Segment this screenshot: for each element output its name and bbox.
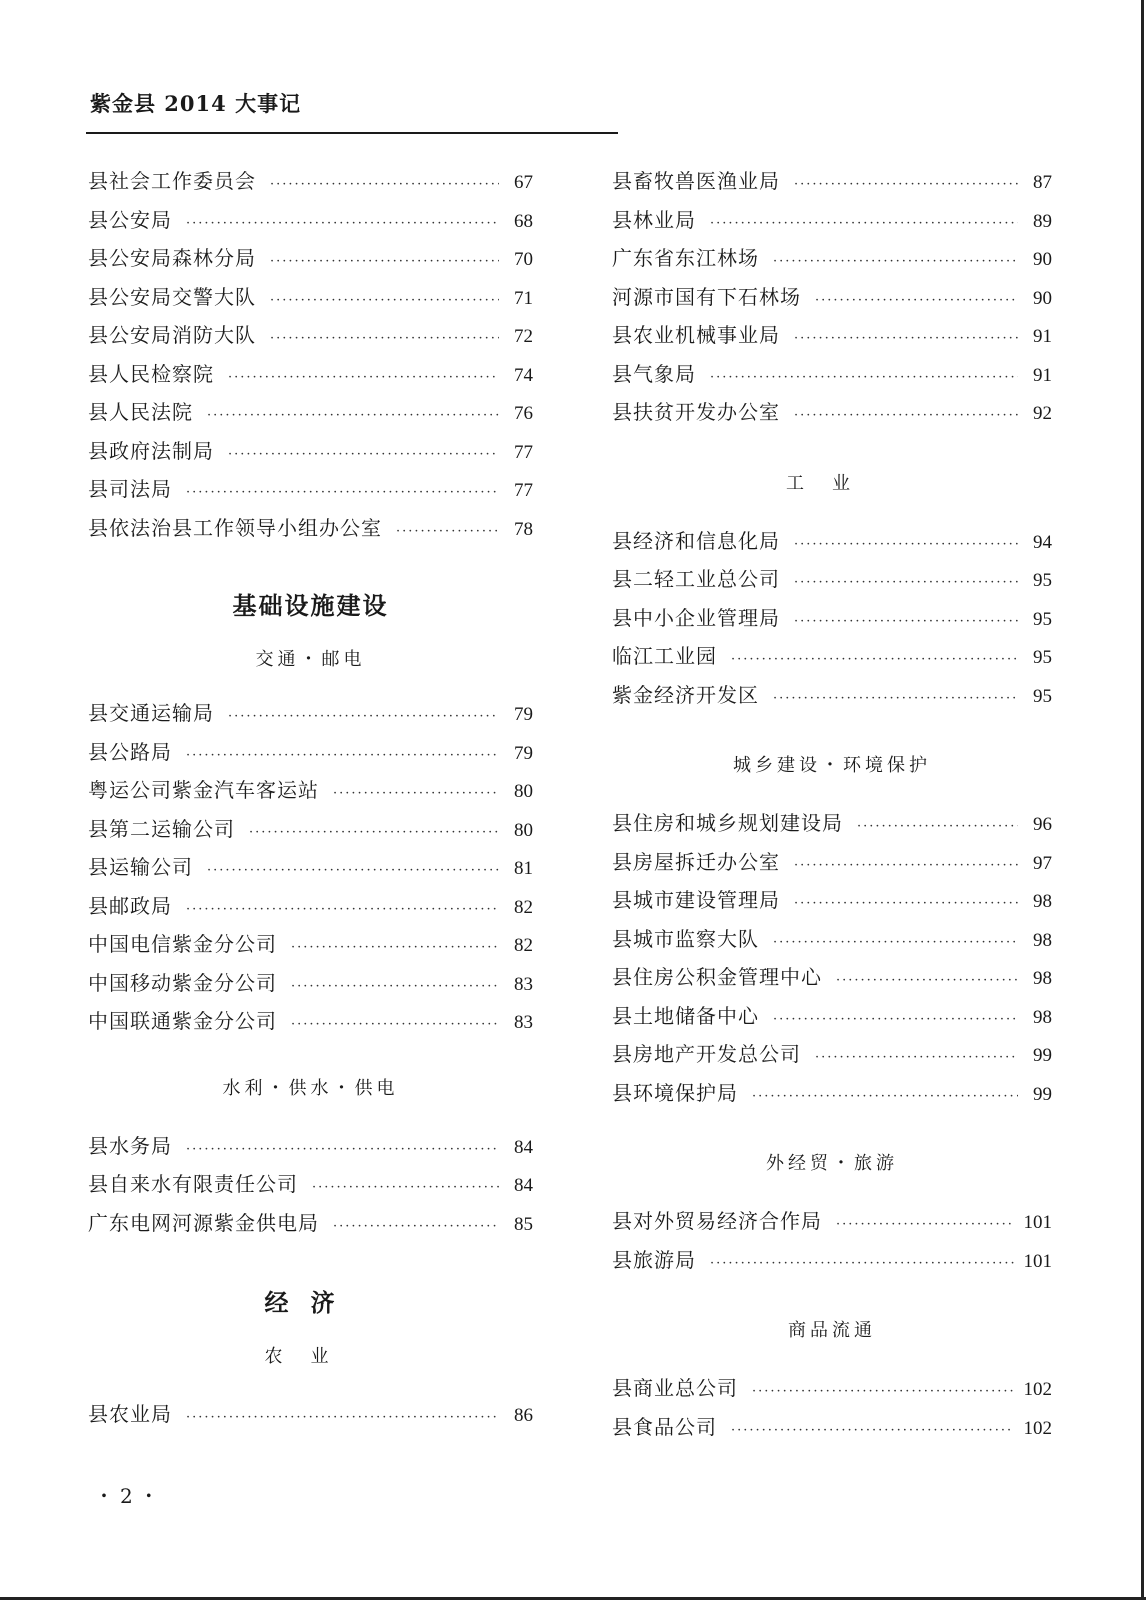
- toc-leader-dots: [186, 1142, 499, 1157]
- toc-entry: [88, 736, 533, 775]
- toc-entry-page: 70: [514, 249, 533, 270]
- toc-leader-dots: [794, 614, 1018, 629]
- toc-entry-page: 68: [514, 210, 533, 232]
- toc-entry-title: 县公安局消防大队: [88, 323, 256, 347]
- toc-entry-title: 县二轻工业总公司: [612, 567, 780, 591]
- toc-leader-dots: [312, 1180, 499, 1195]
- toc-entry-page: 85: [514, 1213, 533, 1235]
- toc-entry: [612, 242, 1052, 281]
- toc-entry-page: 99: [1033, 1045, 1052, 1066]
- toc-entry: [612, 281, 1052, 320]
- toc-leader-dots: [186, 485, 499, 500]
- toc-entry: [88, 1398, 533, 1437]
- toc-entry-page: 98: [1033, 891, 1052, 912]
- header-rule: [86, 132, 618, 134]
- toc-entry-title: 中国电信紫金分公司: [88, 932, 277, 956]
- toc-entry-title: 县依法治县工作领导小组办公室: [88, 515, 382, 540]
- toc-entry-page: 95: [1033, 647, 1052, 668]
- subsection-title-water: 水利・供水・供电: [222, 1077, 399, 1099]
- toc-leader-dots: [773, 691, 1018, 706]
- toc-entry-title: 县公安局: [88, 207, 172, 232]
- toc-entry-page: 102: [1023, 1379, 1052, 1400]
- toc-entry-page: 83: [514, 1012, 533, 1033]
- toc-entry: [612, 807, 1052, 846]
- toc-leader-dots: [228, 370, 499, 385]
- toc-entry: [612, 1038, 1052, 1077]
- toc-group: [612, 1205, 1052, 1282]
- toc-entry-title: 县社会工作委员会: [88, 169, 256, 193]
- toc-entry-page: 79: [514, 742, 533, 764]
- toc-entry-page: 77: [514, 441, 533, 463]
- toc-leader-dots: [270, 331, 499, 346]
- toc-entry: [612, 1372, 1052, 1411]
- toc-entry-title: 广东电网河源紫金供电局: [88, 1210, 319, 1235]
- toc-group: [88, 697, 533, 1044]
- toc-entry-title: 县司法局: [88, 477, 172, 501]
- toc-entry: [612, 602, 1052, 641]
- toc-entry-page: 91: [1033, 364, 1052, 386]
- toc-entry: [612, 884, 1052, 923]
- toc-entry-title: 县气象局: [612, 361, 696, 386]
- toc-entry-page: 71: [514, 287, 533, 309]
- toc-left-column: [88, 165, 533, 1437]
- toc-entry-page: 80: [514, 781, 533, 802]
- toc-entry: [88, 319, 533, 358]
- toc-entry-title: 县农业局: [88, 1402, 172, 1426]
- toc-entry-page: 95: [1033, 570, 1052, 591]
- toc-entry-title: 县城市建设管理局: [612, 888, 780, 912]
- toc-entry-title: 县农业机械事业局: [612, 323, 780, 347]
- toc-entry: [612, 1077, 1052, 1116]
- toc-entry: [612, 319, 1052, 358]
- toc-entry-title: 县中小企业管理局: [612, 605, 780, 630]
- toc-entry-title: 县扶贫开发办公室: [612, 400, 780, 424]
- toc-entry: [88, 512, 533, 551]
- toc-entry: [612, 961, 1052, 1000]
- scan-edge-right: [1141, 0, 1144, 1600]
- toc-entry: [612, 679, 1052, 718]
- toc-leader-dots: [228, 447, 499, 462]
- toc-entry: [88, 813, 533, 852]
- toc-entry-page: 74: [514, 364, 533, 386]
- toc-leader-dots: [731, 1423, 1014, 1438]
- toc-leader-dots: [836, 1217, 1014, 1232]
- toc-entry: [612, 1411, 1052, 1450]
- toc-entry-page: 76: [514, 403, 533, 424]
- toc-leader-dots: [731, 652, 1018, 667]
- toc-entry: [88, 1207, 533, 1246]
- toc-entry: [612, 1205, 1052, 1244]
- toc-entry-title: 县运输公司: [88, 855, 193, 879]
- toc-leader-dots: [270, 177, 499, 192]
- toc-entry-title: 县土地储备中心: [612, 1003, 759, 1028]
- toc-entry: [88, 1168, 533, 1207]
- toc-leader-dots: [186, 1410, 499, 1425]
- toc-group: [88, 1130, 533, 1246]
- toc-entry: [88, 967, 533, 1006]
- toc-entry-page: 89: [1033, 210, 1052, 232]
- toc-leader-dots: [270, 254, 499, 269]
- toc-entry: [612, 358, 1052, 397]
- toc-entry: [88, 851, 533, 890]
- toc-entry-title: 县政府法制局: [88, 438, 214, 463]
- toc-entry-title: 县环境保护局: [612, 1080, 738, 1105]
- toc-entry-page: 97: [1033, 852, 1052, 874]
- toc-entry: [88, 204, 533, 243]
- toc-entry-page: 84: [514, 1175, 533, 1196]
- toc-entry-title: 县公路局: [88, 739, 172, 764]
- toc-leader-dots: [773, 254, 1018, 269]
- toc-leader-dots: [794, 331, 1018, 346]
- toc-entry: [612, 923, 1052, 962]
- toc-entry-title: 县对外贸易经济合作局: [612, 1209, 822, 1233]
- toc-leader-dots: [752, 1384, 1014, 1399]
- toc-leader-dots: [291, 940, 499, 955]
- subsection-title-commerce: 商品流通: [788, 1320, 876, 1341]
- toc-entry: [612, 640, 1052, 679]
- toc-leader-dots: [186, 902, 499, 917]
- toc-entry-page: 79: [514, 704, 533, 725]
- running-head: 紫金县 2014 大事记: [90, 91, 302, 116]
- toc-entry-page: 101: [1023, 1212, 1052, 1233]
- toc-entry-title: 县畜牧兽医渔业局: [612, 169, 780, 193]
- toc-entry: [88, 890, 533, 929]
- toc-entry-title: 中国联通紫金分公司: [88, 1009, 277, 1033]
- toc-leader-dots: [794, 537, 1018, 552]
- toc-entry: [612, 846, 1052, 885]
- toc-entry: [612, 165, 1052, 204]
- toc-leader-dots: [291, 979, 499, 994]
- toc-entry-page: 78: [514, 518, 533, 540]
- toc-leader-dots: [333, 786, 499, 801]
- toc-group: [88, 165, 533, 550]
- toc-group: [612, 165, 1052, 435]
- toc-leader-dots: [794, 177, 1018, 192]
- toc-entry-page: 91: [1033, 326, 1052, 347]
- toc-entry-page: 82: [514, 935, 533, 956]
- toc-entry: [88, 242, 533, 281]
- toc-entry-page: 82: [514, 896, 533, 918]
- toc-entry-page: 84: [514, 1136, 533, 1158]
- toc-leader-dots: [396, 524, 499, 539]
- toc-entry-page: 90: [1033, 287, 1052, 309]
- toc-leader-dots: [794, 408, 1018, 423]
- toc-entry-title: 县经济和信息化局: [612, 528, 780, 553]
- toc-right-column: [612, 165, 1052, 1449]
- toc-leader-dots: [710, 1256, 1014, 1271]
- toc-entry: [612, 204, 1052, 243]
- subsection-title-transport: 交通・邮电: [255, 649, 366, 670]
- toc-leader-dots: [815, 293, 1018, 308]
- toc-entry-page: 98: [1033, 1006, 1052, 1028]
- subsection-title-trade: 外经贸・旅游: [766, 1153, 898, 1174]
- subsection-title-industry: 工业: [786, 472, 878, 494]
- toc-leader-dots: [794, 896, 1018, 911]
- toc-entry-page: 101: [1023, 1250, 1052, 1272]
- toc-entry-page: 86: [514, 1405, 533, 1426]
- toc-entry-title: 县第二运输公司: [88, 816, 235, 841]
- toc-entry: [88, 1130, 533, 1169]
- toc-entry-title: 县旅游局: [612, 1247, 696, 1272]
- toc-entry-title: 县邮政局: [88, 893, 172, 918]
- subsection-title-agriculture: 农业: [264, 1346, 357, 1367]
- toc-entry-page: 98: [1033, 929, 1052, 951]
- toc-entry-title: 粤运公司紫金汽车客运站: [88, 778, 319, 802]
- toc-entry-page: 95: [1033, 608, 1052, 630]
- toc-entry-title: 中国移动紫金分公司: [88, 970, 277, 995]
- toc-entry: [88, 165, 533, 204]
- toc-entry-title: 县人民法院: [88, 400, 193, 424]
- toc-entry-title: 县城市监察大队: [612, 926, 759, 951]
- toc-entry: [88, 281, 533, 320]
- toc-entry-title: 县人民检察院: [88, 361, 214, 386]
- toc-entry: [88, 473, 533, 512]
- toc-leader-dots: [710, 216, 1018, 231]
- toc-entry: [88, 774, 533, 813]
- toc-entry-title: 县自来水有限责任公司: [88, 1172, 298, 1196]
- toc-leader-dots: [857, 819, 1018, 834]
- toc-entry: [88, 697, 533, 736]
- toc-entry-title: 县食品公司: [612, 1414, 717, 1439]
- toc-entry-title: 县公安局交警大队: [88, 284, 256, 309]
- toc-entry-title: 县住房公积金管理中心: [612, 965, 822, 989]
- toc-leader-dots: [207, 863, 499, 878]
- section-title-infrastructure: 基础设施建设: [232, 591, 389, 620]
- toc-entry-title: 县公安局森林分局: [88, 246, 256, 270]
- page-number: ・2・: [94, 1484, 165, 1508]
- toc-leader-dots: [186, 748, 499, 763]
- toc-entry-title: 县房屋拆迁办公室: [612, 849, 780, 874]
- toc-entry-page: 102: [1023, 1417, 1052, 1439]
- toc-group: [88, 1398, 533, 1437]
- toc-entry: [88, 1005, 533, 1044]
- toc-entry: [612, 1000, 1052, 1039]
- toc-entry: [612, 563, 1052, 602]
- toc-entry: [88, 435, 533, 474]
- toc-entry-title: 县住房和城乡规划建设局: [612, 811, 843, 835]
- toc-entry-page: 98: [1033, 968, 1052, 989]
- toc-group: [612, 807, 1052, 1115]
- toc-group: [612, 525, 1052, 718]
- toc-entry-page: 96: [1033, 814, 1052, 835]
- toc-entry-title: 县交通运输局: [88, 701, 214, 725]
- toc-leader-dots: [207, 408, 499, 423]
- toc-entry-title: 县林业局: [612, 207, 696, 232]
- toc-entry-page: 80: [514, 819, 533, 841]
- toc-leader-dots: [773, 935, 1018, 950]
- toc-entry-page: 83: [514, 973, 533, 995]
- toc-leader-dots: [794, 858, 1018, 873]
- toc-entry-page: 90: [1033, 249, 1052, 270]
- toc-entry: [612, 1244, 1052, 1283]
- toc-entry: [88, 928, 533, 967]
- toc-leader-dots: [773, 1012, 1018, 1027]
- subsection-title-urban: 城乡建设・环境保护: [733, 755, 931, 776]
- toc-leader-dots: [249, 825, 499, 840]
- toc-entry-page: 81: [514, 858, 533, 879]
- toc-entry-page: 94: [1033, 531, 1052, 553]
- section-title-economy: 经济: [264, 1288, 357, 1317]
- toc-leader-dots: [186, 216, 499, 231]
- toc-leader-dots: [333, 1219, 499, 1234]
- toc-entry-title: 广东省东江林场: [612, 246, 759, 270]
- toc-entry-title: 县房地产开发总公司: [612, 1042, 801, 1066]
- toc-entry-page: 99: [1033, 1083, 1052, 1105]
- toc-leader-dots: [270, 293, 499, 308]
- toc-entry-title: 县商业总公司: [612, 1376, 738, 1400]
- toc-entry: [88, 358, 533, 397]
- toc-leader-dots: [710, 370, 1018, 385]
- toc-entry-title: 紫金经济开发区: [612, 682, 759, 707]
- toc-leader-dots: [794, 575, 1018, 590]
- toc-entry: [612, 396, 1052, 435]
- toc-entry-page: 72: [514, 326, 533, 347]
- toc-entry: [88, 396, 533, 435]
- toc-leader-dots: [752, 1089, 1018, 1104]
- toc-entry-page: 77: [514, 480, 533, 501]
- toc-entry-title: 河源市国有下石林场: [612, 284, 801, 309]
- toc-leader-dots: [836, 973, 1018, 988]
- toc-group: [612, 1372, 1052, 1449]
- toc-leader-dots: [291, 1017, 499, 1032]
- toc-entry-page: 67: [514, 172, 533, 193]
- toc-entry-page: 87: [1033, 172, 1052, 193]
- toc-entry-title: 县水务局: [88, 1133, 172, 1158]
- toc-entry: [612, 525, 1052, 564]
- toc-entry-title: 临江工业园: [612, 644, 717, 668]
- toc-entry-page: 95: [1033, 685, 1052, 707]
- toc-leader-dots: [815, 1050, 1018, 1065]
- toc-leader-dots: [228, 709, 499, 724]
- toc-entry-page: 92: [1033, 403, 1052, 424]
